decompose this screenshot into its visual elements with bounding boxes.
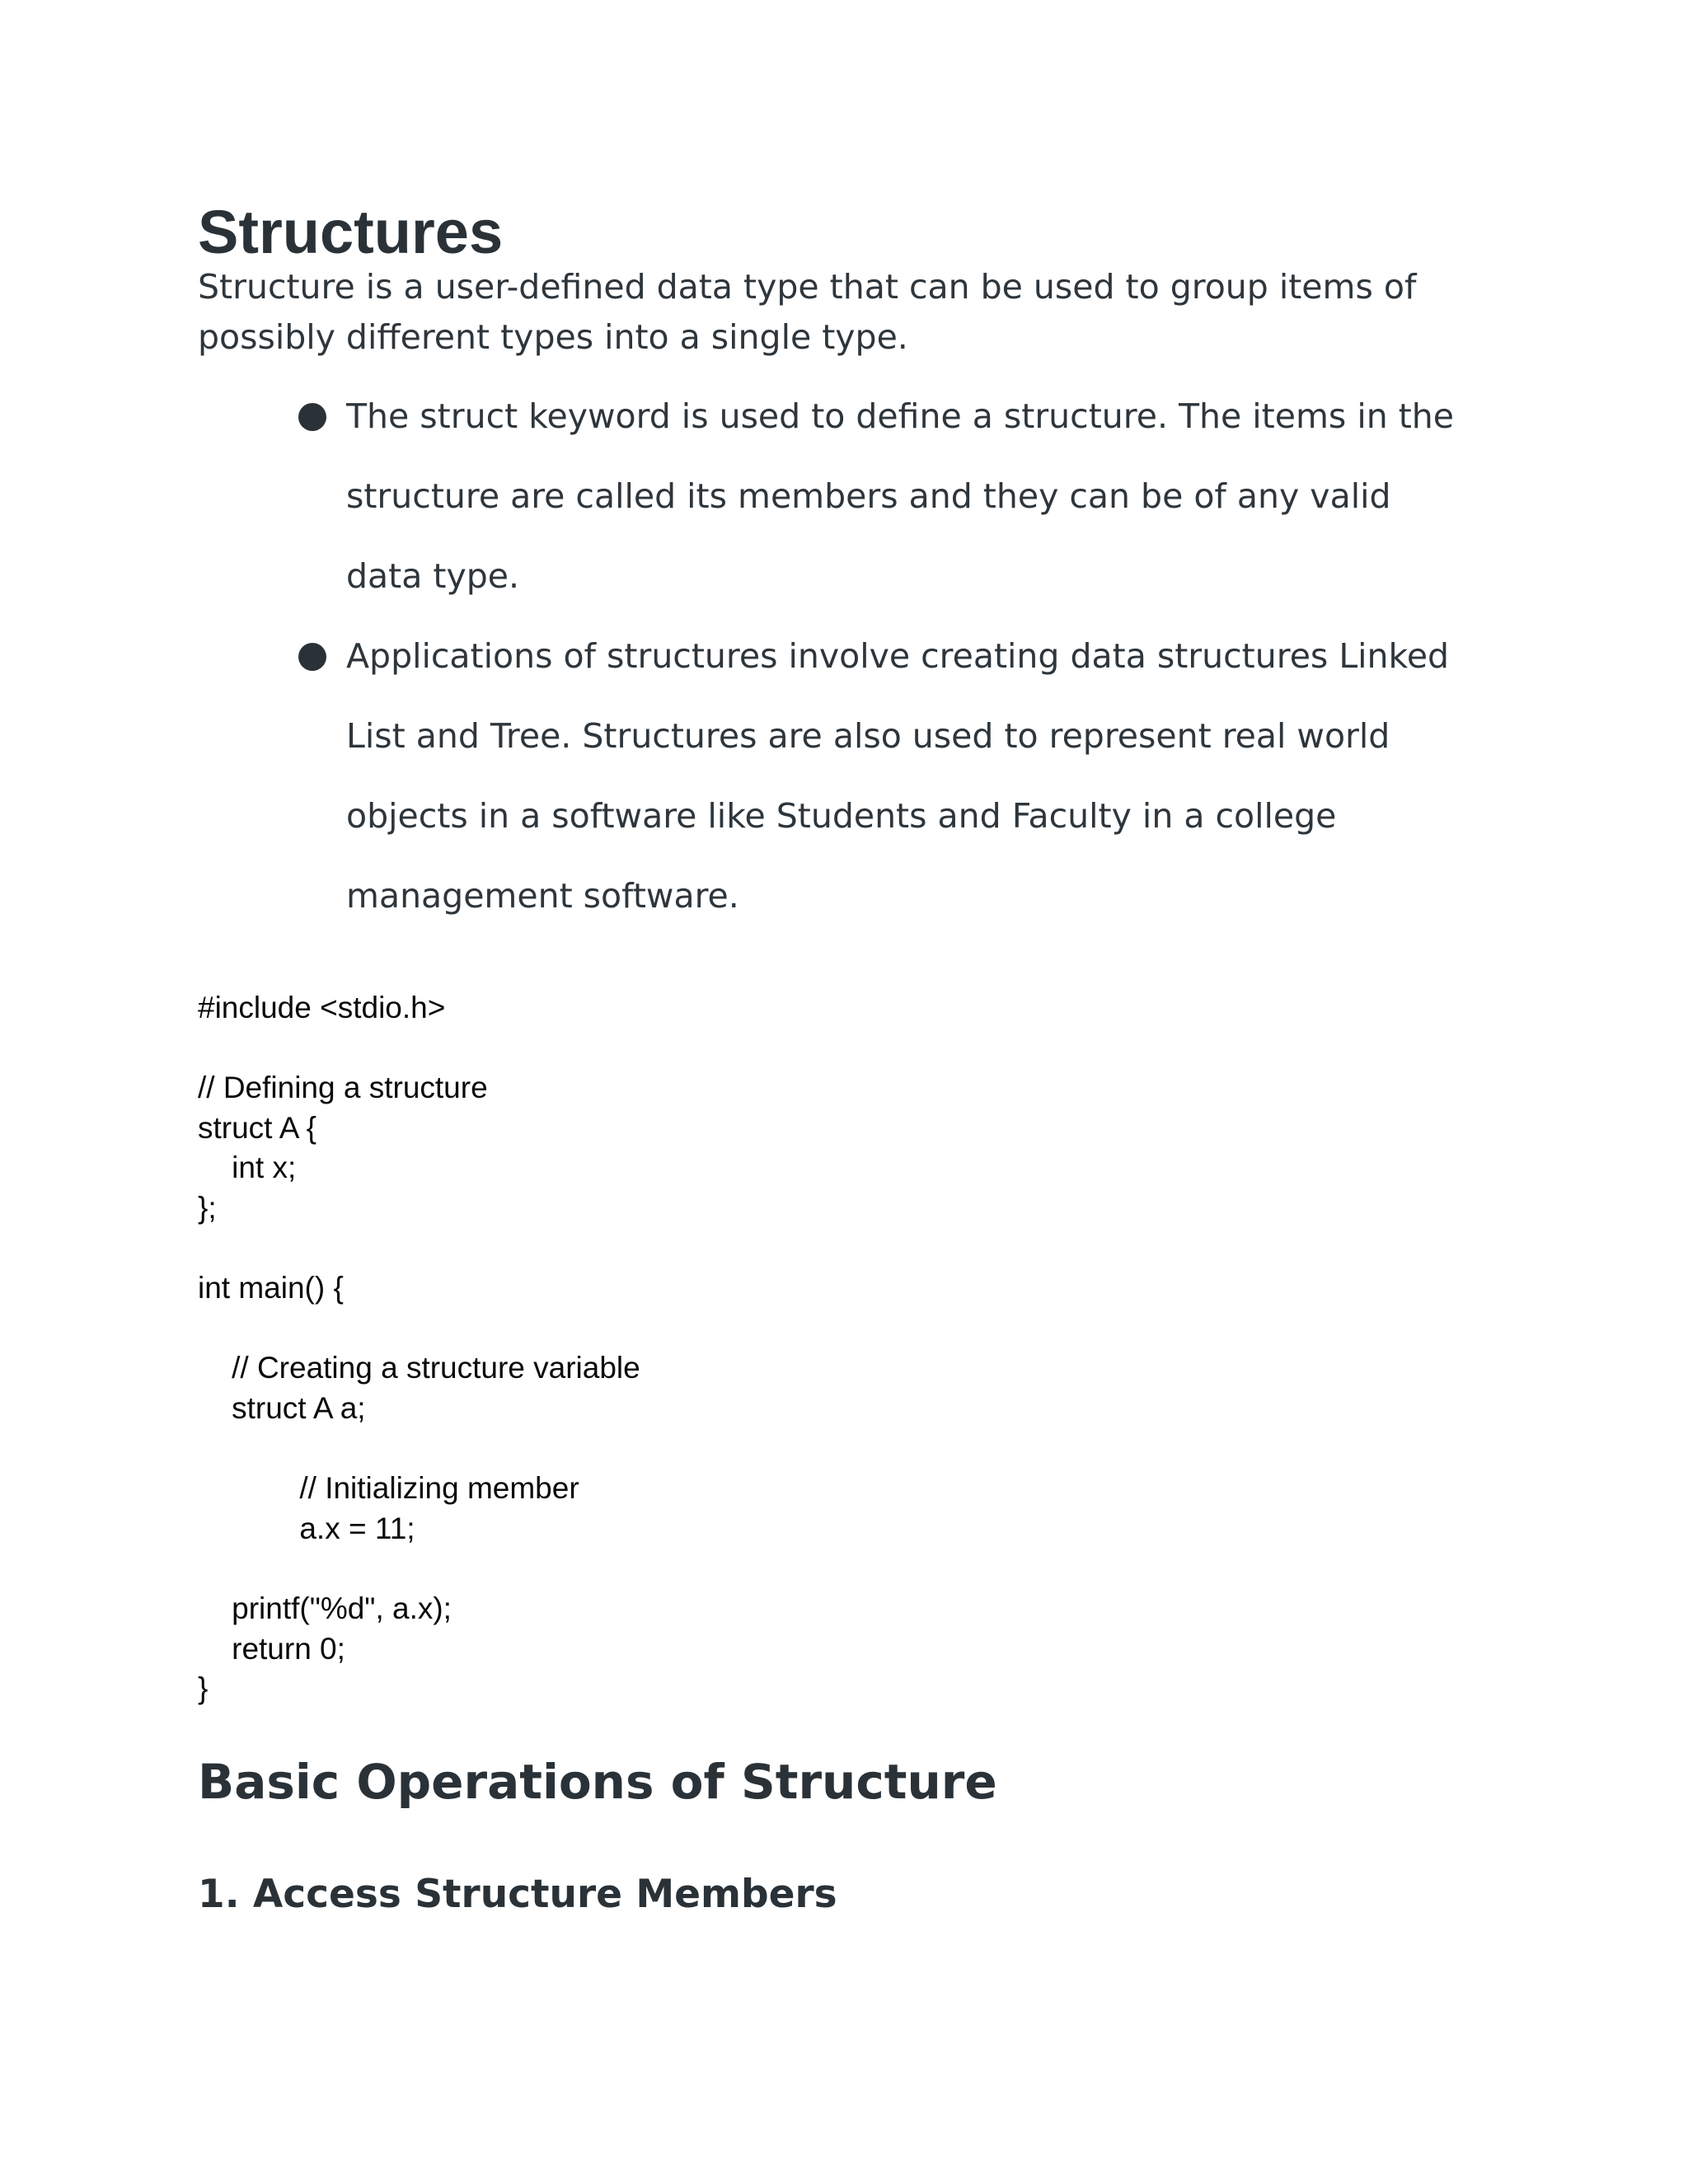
bullet-list bbox=[297, 377, 1467, 936]
code-line: return 0; bbox=[198, 1631, 345, 1666]
page-title: Structures bbox=[198, 198, 504, 266]
code-line: a.x = 11; bbox=[198, 1511, 415, 1545]
code-line: // Defining a structure bbox=[198, 1071, 488, 1105]
section-heading-basic-operations: Basic Operations of Structure bbox=[198, 1754, 997, 1810]
subsection-heading-access-members: 1. Access Structure Members bbox=[198, 1872, 837, 1917]
list-item bbox=[297, 377, 1467, 616]
code-line bbox=[198, 1229, 640, 1269]
intro-paragraph: Structure is a user-defined data type that can be used to group items of possibly different types into a single type. bbox=[198, 267, 1417, 357]
code-line: struct A a; bbox=[198, 1390, 366, 1425]
code-line: // Initializing member bbox=[198, 1471, 579, 1506]
code-line: int x; bbox=[198, 1151, 297, 1185]
code-line: // Creating a structure variable bbox=[198, 1351, 640, 1385]
code-line bbox=[198, 1429, 640, 1469]
list-item bbox=[297, 616, 1467, 936]
bullet-icon bbox=[298, 643, 326, 671]
code-line: printf("%d", a.x); bbox=[198, 1591, 452, 1625]
code-block bbox=[198, 988, 640, 1709]
list-item-text: The struct keyword is used to define a structure. The items in the structure are called its members and they can be of any valid data type. bbox=[346, 396, 1455, 596]
code-line: int main() { bbox=[198, 1271, 344, 1305]
list-item-text: Applications of structures involve creating data structures Linked List and Tree. Structures are also used to represent real world objects in a software like Students and Faculty in a college management software. bbox=[346, 636, 1450, 916]
code-line bbox=[198, 1029, 640, 1069]
code-line: }; bbox=[198, 1190, 217, 1225]
code-line: #include <stdio.h> bbox=[198, 991, 446, 1024]
bullet-icon bbox=[298, 403, 326, 431]
code-line: } bbox=[198, 1671, 209, 1706]
code-line bbox=[198, 1309, 640, 1349]
code-line: struct A { bbox=[198, 1110, 316, 1145]
code-line bbox=[198, 1549, 640, 1589]
